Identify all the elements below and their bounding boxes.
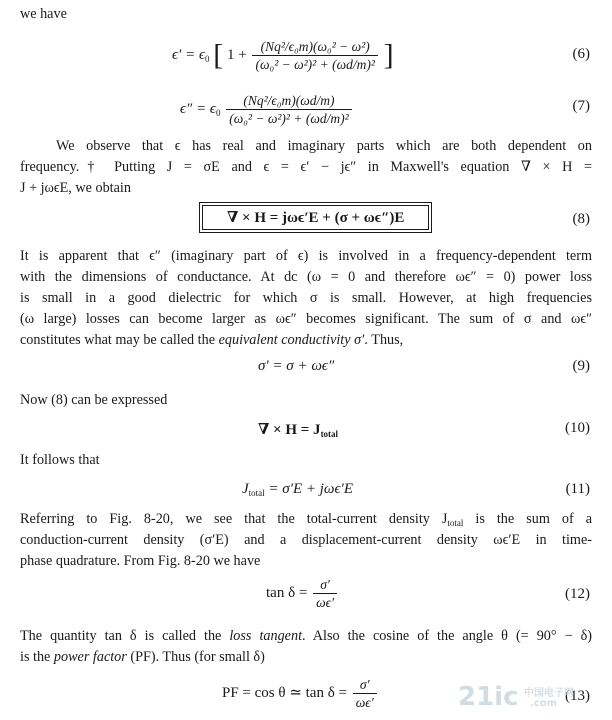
intro-text: we have [20,6,67,22]
follows-text: It follows that [20,452,100,468]
paragraph-1: We observe that ϵ has real and imaginary parts which are both dependent on frequency.† Putting J = σE and ϵ = ϵ′ − jϵ″ in Maxwell's equation ∇ × H = J + jωϵE, we obtain [20,138,592,196]
equation-number: (7) [572,98,590,114]
equation-number: (10) [565,420,590,436]
equation-9: σ′ = σ + ωϵ″ (9) [258,358,590,374]
equation-11: $J_{total} = \sigma'E + j\omega\epsilon'E$ (11) [242,481,590,498]
equation-13: PF = cos θ ≃ tan δ = $\frac{\sigma'}{\omega\epsilon'}$ (13) [222,677,590,710]
paragraph-2: It is apparent that ϵ″ (imaginary part of ϵ) is involved in a frequency-dependent term with the dimensions of conductance. At dc (ω = 0 and therefore ωϵ″ = 0) power loss is small in a good dielectric for which σ is small. However, at high frequencies (ω large) losses can become larger as ωϵ″ becomes significant. The sum of σ and ωϵ″ constitutes what may be called the equivalent conductivity σ′. Thus, [20,248,592,348]
equation-number: (11) [565,481,590,497]
now-text: Now (8) can be expressed [20,392,168,408]
paragraph-4: The quantity tan δ is called the loss tangent. Also the cosine of the angle θ (= 90° − δ) is the power factor (PF). Thus (for small δ) [20,628,592,665]
equation-number: (6) [572,46,590,62]
equation-7: $\epsilon'' = \epsilon_0$ $\frac{\text{(Nq²/ϵ₀m)(ωd/m)}}{\text{(ω₀² − ω²)² + (ωd/m)²}}$ (7) [180,93,590,126]
boxed-equation: ∇ × H = jωϵ′E + (σ + ωϵ″)E [202,205,429,230]
equation-10: ∇ × $H = J_{total}$ (10) [258,420,590,439]
equation-number: (8) [572,211,590,227]
watermark-logo: 21ic 中国电子网 .com [458,682,574,712]
equation-number: (9) [572,358,590,374]
equation-6: $\epsilon' = \epsilon_0$ [ 1 + $\frac{\text{(Nq²/ϵ₀m)(ω₀² − ω²)}}{\text{(ω₀² − ω²)² + (ωd/m)²}}$ ] (6) [172,38,590,72]
equation-number: (12) [565,586,590,602]
equation-number: (13) [565,688,590,704]
equation-12: tan δ = $\frac{\sigma'}{\omega\epsilon'}$ (12) [266,577,590,610]
equation-8 [0,203,612,239]
paragraph-3: Referring to Fig. 8-20, we see that the total-current density $J_{total}$ is the sum of a conduction-current density (σ′E) and a displacement-current density ωϵ′E in time- phase quadrature. From Fig. 8-20 we have [20,511,592,569]
